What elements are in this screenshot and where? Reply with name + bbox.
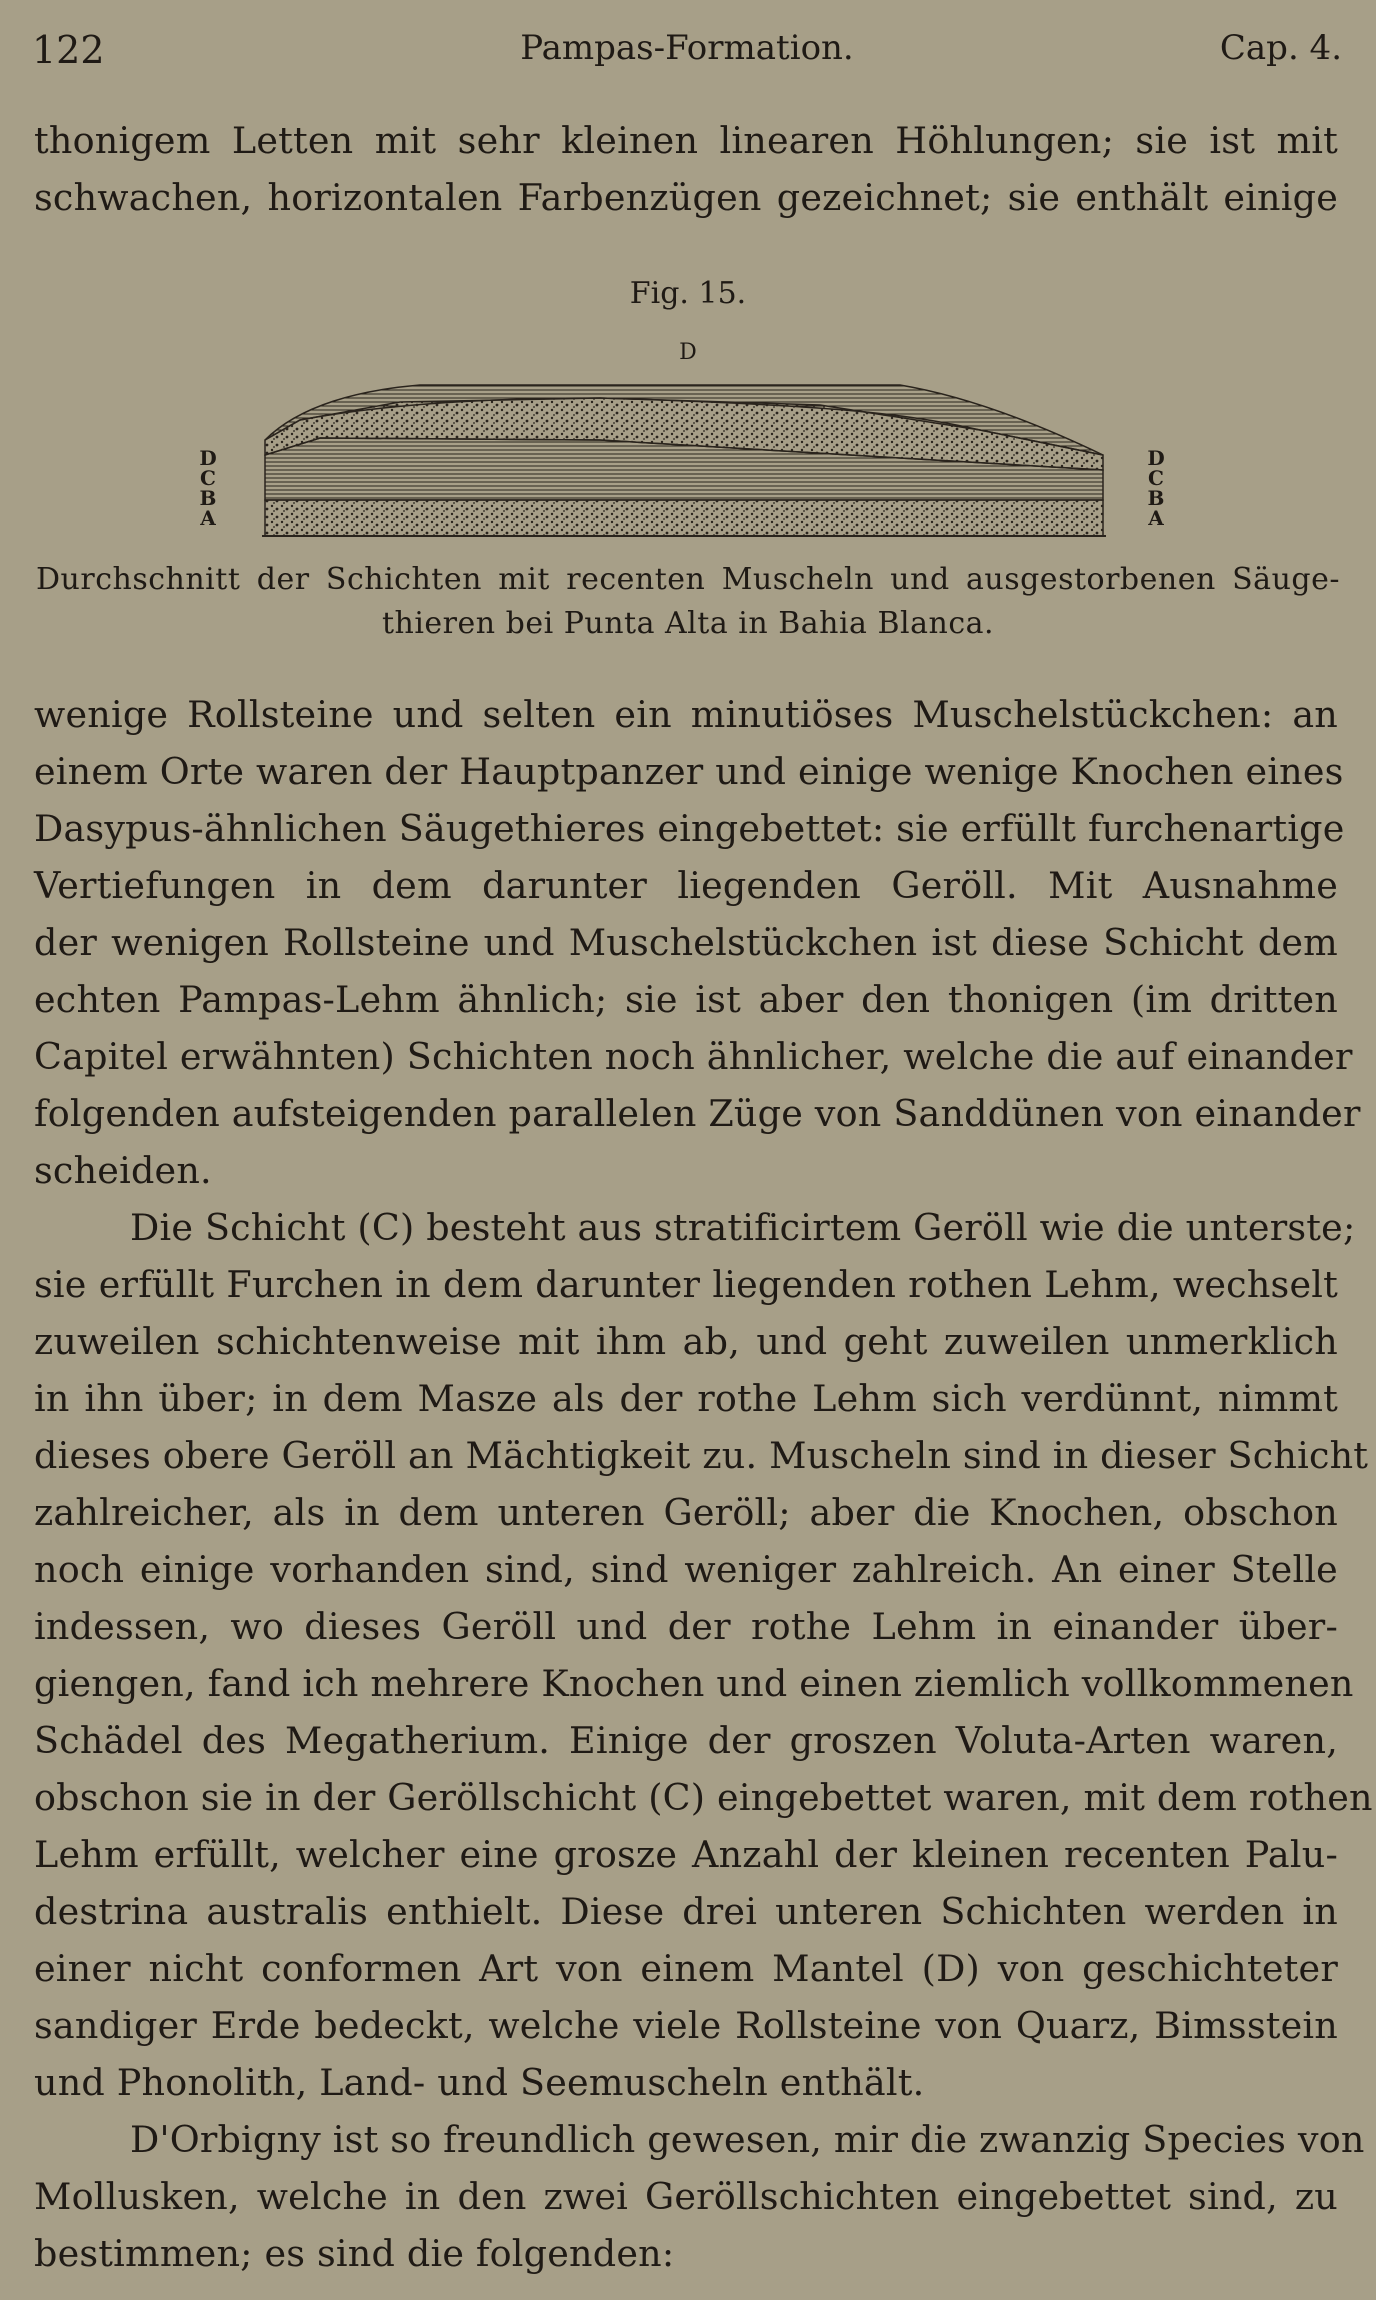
text-line: thonigem Letten mit sehr kleinen linearen Höhlungen; sie ist mit xyxy=(34,119,1338,162)
text-line: echten Pampas-Lehm ähnlich; sie ist aber den thonigen (im dritten xyxy=(34,978,1338,1021)
text-line: obschon sie in der Geröllschicht (C) eingebettet waren, mit dem rothen xyxy=(34,1776,1373,1819)
chapter-label: Cap. 4. xyxy=(1219,28,1342,68)
text-line: sie erfüllt Furchen in dem darunter liegenden rothen Lehm, wechselt xyxy=(34,1263,1338,1306)
figure-caption xyxy=(36,558,1340,646)
text-line: einem Orte waren der Hauptpanzer und einige wenige Knochen eines xyxy=(34,750,1344,793)
text-line: zuweilen schichtenweise mit ihm ab, und geht zuweilen unmerklich xyxy=(34,1320,1338,1363)
text-line: zahlreicher, als in dem unteren Geröll; aber die Knochen, obschon xyxy=(34,1491,1338,1534)
layer-d xyxy=(265,385,1103,455)
layer-letter: A xyxy=(1148,506,1164,530)
figure-top-letter: D xyxy=(679,340,697,365)
text-line: noch einige vorhanden sind, sind weniger zahlreich. An einer Stelle xyxy=(34,1548,1338,1591)
text-line: sandiger Erde bedeckt, welche viele Rollsteine von Quarz, Bimsstein xyxy=(34,2004,1338,2047)
page-number: 122 xyxy=(32,28,105,72)
text-line: Mollusken, welche in den zwei Geröllschichten eingebettet sind, zu xyxy=(34,2175,1338,2218)
layer-letter: C xyxy=(200,466,216,490)
text-line: wenige Rollsteine und selten ein minutiöses Muschelstückchen: an xyxy=(34,693,1338,736)
text-line: dieses obere Geröll an Mächtigkeit zu. Muscheln sind in dieser Schicht xyxy=(34,1434,1369,1477)
layer-letter: B xyxy=(199,486,217,510)
text-line: D'Orbigny ist so freundlich gewesen, mir die zwanzig Species von xyxy=(130,2118,1365,2161)
text-line: Vertiefungen in dem darunter liegenden Geröll. Mit Ausnahme xyxy=(34,864,1338,907)
caption-line: Durchschnitt der Schichten mit recenten Muscheln und ausgestorbenen Säuge- xyxy=(36,562,1340,597)
layer-letter: D xyxy=(199,446,217,470)
text-line: indessen, wo dieses Geröll und der rothe Lehm in einander über- xyxy=(34,1605,1338,1648)
text-line: bestimmen; es sind die folgenden: xyxy=(34,2232,675,2275)
main-paragraphs xyxy=(34,686,1373,2282)
text-line: Die Schicht (C) besteht aus stratificirtem Geröll wie die unterste; xyxy=(130,1206,1356,1249)
layer-letter: A xyxy=(200,506,216,530)
caption-line: thieren bei Punta Alta in Bahia Blanca. xyxy=(381,606,995,641)
running-title: Pampas-Formation. xyxy=(520,28,854,68)
figure-right-letters xyxy=(1141,448,1171,528)
layer-letter: D xyxy=(1147,446,1165,470)
layer-letter: B xyxy=(1147,486,1165,510)
text-line: giengen, fand ich mehrere Knochen und einen ziemlich vollkommenen xyxy=(34,1662,1354,1705)
text-line: Capitel erwähnten) Schichten noch ähnlicher, welche die auf einander xyxy=(34,1035,1353,1078)
layer-c xyxy=(265,398,1103,470)
layer-b xyxy=(265,438,1103,500)
layer-a xyxy=(265,500,1103,536)
text-line: Lehm erfüllt, welcher eine grosze Anzahl der kleinen recenten Palu- xyxy=(34,1833,1338,1876)
text-line: in ihn über; in dem Masze als der rothe Lehm sich verdünnt, nimmt xyxy=(34,1377,1338,1420)
figure-label: Fig. 15. xyxy=(629,276,747,311)
text-line: einer nicht conformen Art von einem Mantel (D) von geschichteter xyxy=(34,1947,1338,1990)
page-header xyxy=(32,28,1342,72)
text-line: Dasypus-ähnlichen Säugethieres eingebettet: sie erfüllt furchenartige xyxy=(34,807,1345,850)
text-line: schwachen, horizontalen Farbenzügen gezeichnet; sie enthält einige xyxy=(34,176,1338,219)
text-line: und Phonolith, Land- und Seemuscheln enthält. xyxy=(34,2061,925,2104)
text-line: der wenigen Rollsteine und Muschelstückchen ist diese Schicht dem xyxy=(34,921,1338,964)
top-paragraph xyxy=(34,112,1338,226)
text-line: scheiden. xyxy=(34,1149,212,1192)
text-line: Schädel des Megatherium. Einige der groszen Voluta-Arten waren, xyxy=(34,1719,1338,1762)
layer-letter: C xyxy=(1148,466,1164,490)
text-line: folgenden aufsteigenden parallelen Züge von Sanddünen von einander xyxy=(34,1092,1361,1135)
figure-left-letters xyxy=(193,448,223,528)
text-line: destrina australis enthielt. Diese drei unteren Schichten werden in xyxy=(34,1890,1338,1933)
